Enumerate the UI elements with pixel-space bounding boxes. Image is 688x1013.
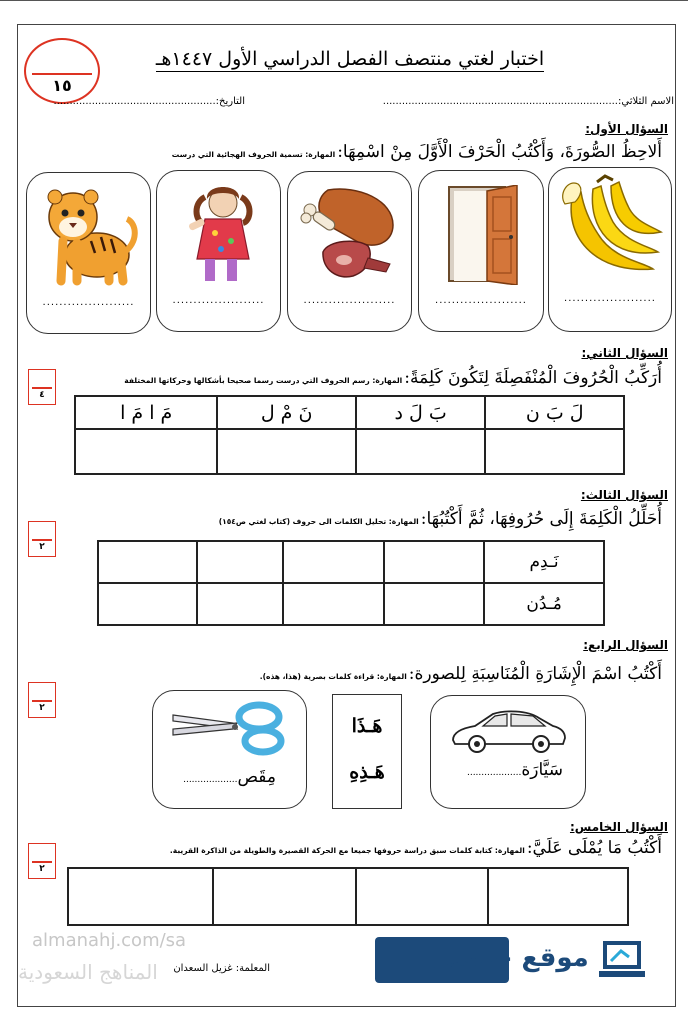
q5-dictation-cell[interactable] bbox=[488, 868, 628, 925]
q3-score-box: ٢ bbox=[28, 521, 56, 557]
q4-card-car bbox=[430, 695, 586, 809]
q5-dictation-cell[interactable] bbox=[213, 868, 355, 925]
q4-score-box: ٢ bbox=[28, 682, 56, 718]
laptop-icon bbox=[599, 939, 645, 981]
q4-heading: السؤال الرابع: bbox=[583, 638, 668, 652]
q5-heading: السؤال الخامس: bbox=[569, 820, 668, 834]
q2-answer-cell[interactable] bbox=[356, 429, 486, 474]
q5-dictation-cell[interactable] bbox=[356, 868, 489, 925]
q3-table bbox=[97, 540, 605, 626]
q1-card-tiger bbox=[26, 172, 151, 334]
q3-word-1: نَـدِم bbox=[484, 541, 604, 583]
q1-answer-meat[interactable]: ...................... bbox=[303, 295, 396, 306]
q3-letter-cell[interactable] bbox=[98, 583, 197, 625]
q3-letter-cell[interactable] bbox=[197, 541, 284, 583]
q4-demonstratives-box bbox=[332, 694, 402, 809]
q1-instruction: أَلاحِظُ الصُّورَةَ، وَأَكْتُبُ الْحَرْفَ الْأَوَّلَ مِنْ اسْمِهَا:المهارة: تسمية الحروف الهجائية التي درست bbox=[171, 142, 662, 162]
q1-card-banana bbox=[548, 167, 672, 332]
site-watermark: almanahj.com/sa bbox=[32, 930, 187, 951]
q2-answer-cell[interactable] bbox=[217, 429, 355, 474]
hessaty-logo[interactable] bbox=[375, 937, 646, 983]
q2-letters-2: بَ لَ د bbox=[356, 396, 486, 429]
q5-table bbox=[67, 867, 629, 926]
q2-heading: السؤال الثاني: bbox=[581, 346, 668, 360]
q2-instruction: أُرَكِّبُ الْحُرُوفَ الْمُنْفَصِلَةَ لِتَكُونَ كَلِمَةً:المهارة: رسم الحروف التي درست رسما صحيحا بأشكالها وحركاتها المختلفة bbox=[124, 368, 662, 388]
date-field[interactable]: التاريخ:................................................... bbox=[53, 96, 245, 107]
q2-table bbox=[74, 395, 625, 475]
q1-heading: السؤال الأول: bbox=[585, 122, 668, 136]
q3-letter-cell[interactable] bbox=[98, 541, 197, 583]
demo-hatha: هَـذَا bbox=[351, 715, 383, 737]
total-score-circle bbox=[24, 38, 100, 104]
door-icon bbox=[445, 185, 521, 285]
q1-card-meat bbox=[287, 171, 412, 332]
name-field[interactable]: الاسم الثلاثي:.......................................................................... bbox=[382, 96, 674, 107]
q2-letters-4: مَ ا مَ ا bbox=[75, 396, 217, 429]
q3-letter-cell[interactable] bbox=[384, 541, 484, 583]
q4-instruction: أَكْتُبُ اسْمَ الْإِشَارَةِ الْمُنَاسِبَةِ لِلصورة:المهارة: قراءة كلمات بصرية (هذا، هذه). bbox=[259, 664, 662, 684]
doll-icon bbox=[175, 181, 265, 285]
car-icon bbox=[449, 706, 569, 754]
q1-answer-door[interactable]: ...................... bbox=[435, 295, 527, 306]
q4-car-answer[interactable]: سَيَّارَة................... bbox=[466, 760, 563, 780]
q2-letters-3: نَ مْ ل bbox=[217, 396, 355, 429]
page-top-line bbox=[0, 0, 688, 1]
q1-answer-tiger[interactable]: ...................... bbox=[42, 297, 135, 308]
q5-dictation-cell[interactable] bbox=[68, 868, 213, 925]
almanahj-watermark: المناهج السعودية bbox=[18, 960, 158, 984]
q5-instruction: أَكْتُبُ مَا يُمْلَى عَلَيَّ:المهارة: كتابة كلمات سبق دراسة حروفها جميعا مع الحركة القصيرة والطويلة من الذاكرة القريبة. bbox=[169, 838, 662, 858]
meat-icon bbox=[298, 180, 403, 284]
q3-letter-cell[interactable] bbox=[283, 541, 383, 583]
total-score: ١٥ bbox=[52, 76, 72, 95]
q1-answer-doll[interactable]: ...................... bbox=[172, 295, 265, 306]
q3-instruction: أُحَلِّلُ الْكَلِمَةَ إِلَى حُرُوفِهَا، ثُمَّ أَكْتُبُهَا:المهارة: تحليل الكلمات الى حروف (كتاب لغتي ص١٥٤) bbox=[218, 509, 662, 529]
q3-letter-cell[interactable] bbox=[283, 583, 383, 625]
logo-text: موقع حصتي bbox=[431, 943, 589, 973]
q3-letter-cell[interactable] bbox=[384, 583, 484, 625]
q2-answer-cell[interactable] bbox=[75, 429, 217, 474]
demo-hathihi: هَـذِهِ bbox=[349, 761, 385, 783]
q3-heading: السؤال الثالث: bbox=[580, 488, 668, 502]
q3-letter-cell[interactable] bbox=[197, 583, 284, 625]
q4-scissors-answer[interactable]: مِقَص................... bbox=[183, 767, 276, 787]
q1-card-door bbox=[418, 170, 544, 332]
teacher-signature: المعلمة: غزيل السعدان bbox=[173, 963, 270, 974]
q3-word-2: مُـدُن bbox=[484, 583, 604, 625]
q2-letters-1: لَ بَ ن bbox=[485, 396, 624, 429]
q1-answer-banana[interactable]: ...................... bbox=[564, 293, 656, 304]
q1-card-doll bbox=[156, 170, 281, 332]
q2-score-box: ٤ bbox=[28, 369, 56, 405]
tiger-icon bbox=[39, 183, 139, 287]
q5-score-box: ٢ bbox=[28, 843, 56, 879]
banana-icon bbox=[553, 174, 665, 284]
exam-title: اختبار لغتي منتصف الفصل الدراسي الأول ١٤٤٧هـ bbox=[155, 48, 545, 70]
q4-card-scissors bbox=[152, 690, 307, 809]
scissors-icon bbox=[167, 701, 293, 757]
q2-answer-cell[interactable] bbox=[485, 429, 624, 474]
